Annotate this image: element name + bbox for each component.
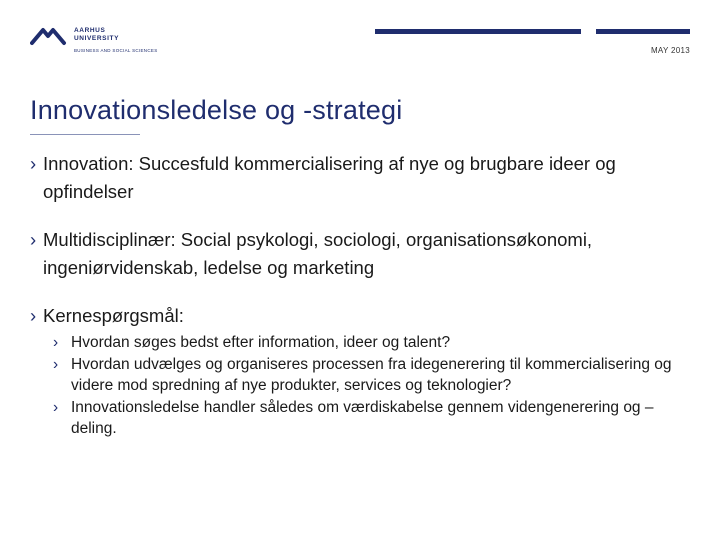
aarhus-logo-mark-icon [30,26,70,46]
subbullet-text: Hvordan søges bedst efter information, ideer og talent? [71,334,451,351]
chevron-right-icon: › [30,305,37,326]
bullet-text: Kernespørgsmål: [43,305,184,326]
header-bar-right [596,29,690,34]
logo-text-university: UNIVERSITY [74,35,120,42]
bullet-text: Innovation: Succesfuld kommercialisering af nye og brugbare ideer og opfindelser [43,153,616,202]
chevron-right-icon: › [30,153,37,174]
logo-text-aarhus: AARHUS [74,27,106,34]
slide-content [30,150,695,460]
subbullet-text: Innovationsledelse handler således om værdiskabelse gennem videngenerering og –deling. [71,398,654,437]
subbullet-process [43,354,695,397]
bullet-text: Multidisciplinær: Social psykologi, sociologi, organisationsøkonomi, ingeniørvidenskab, ledelse og marketing [43,229,593,278]
key-questions-sublist [43,332,695,440]
slide-date: MAY 2013 [650,46,690,55]
bullet-key-questions [30,302,695,440]
subbullet-value-creation [43,397,695,440]
subbullet-text: Hvordan udvælges og organiseres processen fra idegenerering til kommercialisering og videre mod spredning af nye produkter, services og teknologier? [71,355,672,394]
chevron-right-icon: › [53,355,59,373]
title-underline [30,134,140,135]
slide-title: Innovationsledelse og -strategi [30,95,403,125]
bullet-multidisciplinary [30,226,695,282]
header-bar-left [375,29,581,34]
chevron-right-icon: › [53,398,59,416]
chevron-right-icon: › [30,229,37,250]
chevron-right-icon: › [53,334,59,351]
subbullet-search [43,332,695,354]
logo-text-faculty: BUSINESS AND SOCIAL SCIENCES [74,48,158,53]
aarhus-university-logo [30,24,170,62]
bullet-innovation [30,150,695,206]
